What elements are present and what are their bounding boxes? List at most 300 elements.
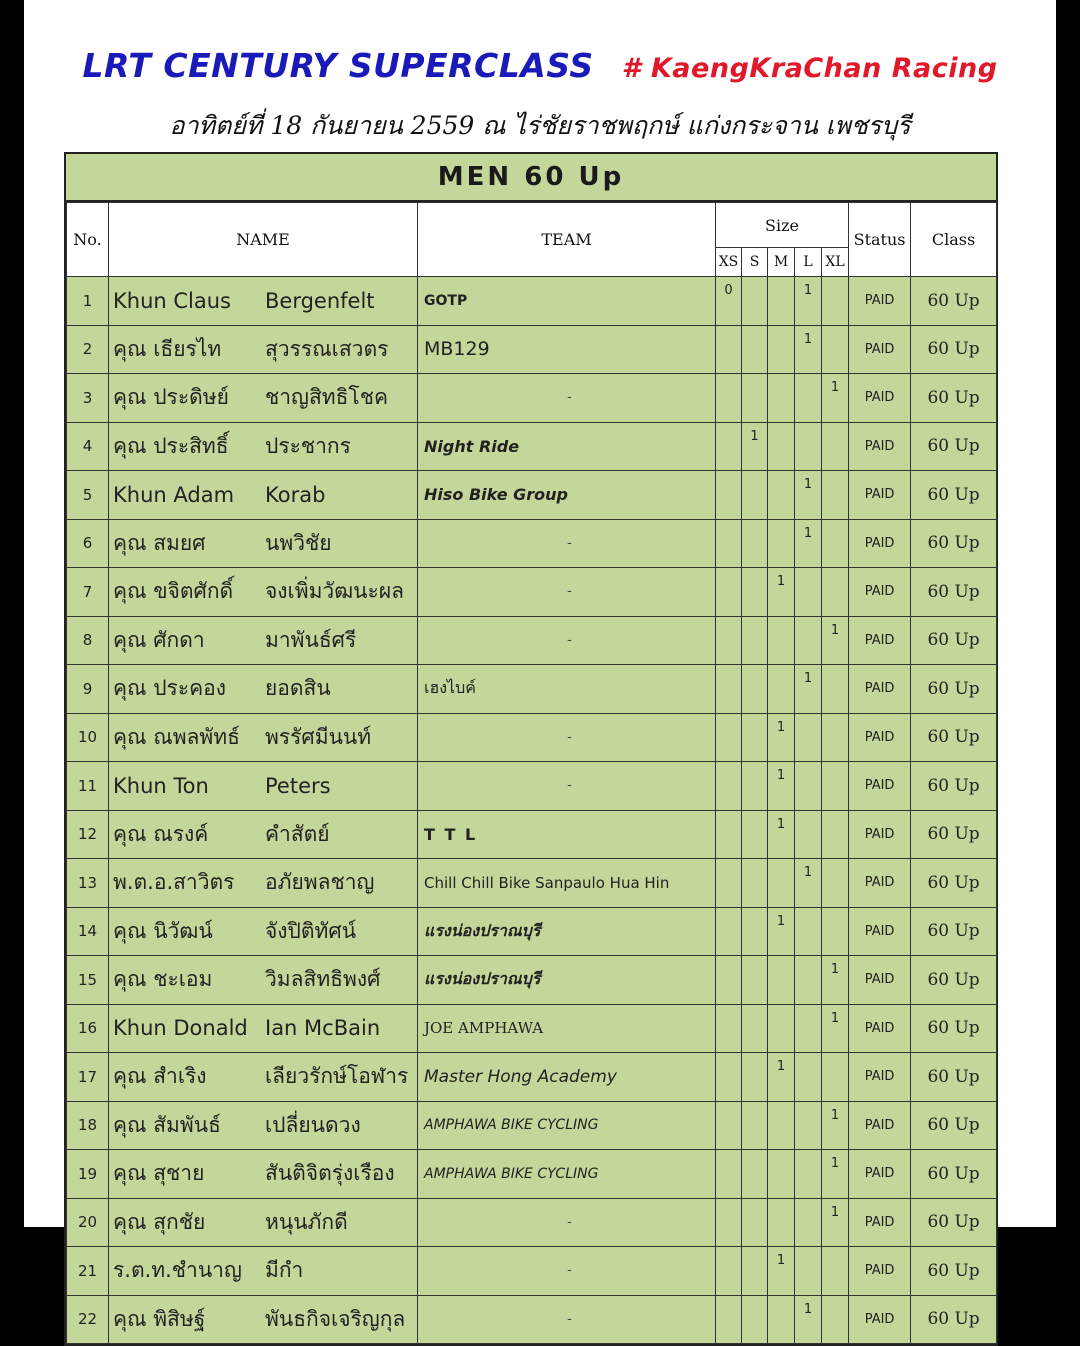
size-s-count <box>742 1004 768 1053</box>
rider-name <box>109 616 418 665</box>
first-name: คุณ ขจิตศักดิ์ <box>113 579 234 604</box>
first-name: Khun Adam <box>113 482 235 507</box>
size-xl-count <box>822 568 849 617</box>
team-name: Night Ride <box>418 422 716 471</box>
status-badge: PAID <box>849 471 911 520</box>
last-name: ชาญสิทธิโชค <box>265 385 388 410</box>
size-m-count: 1 <box>768 1053 795 1102</box>
class-label: 60 Up <box>911 762 997 811</box>
table-row <box>67 374 997 423</box>
size-l-count <box>795 713 822 762</box>
size-xs-count <box>716 422 742 471</box>
size-xs-count <box>716 471 742 520</box>
size-m-count: 1 <box>768 568 795 617</box>
size-l-count <box>795 762 822 811</box>
size-s-count <box>742 1053 768 1102</box>
rider-name <box>109 374 418 423</box>
table-row <box>67 616 997 665</box>
rider-name <box>109 422 418 471</box>
size-header-xs: XS <box>716 248 742 277</box>
size-xl-count <box>822 859 849 908</box>
size-l-count <box>795 1053 822 1102</box>
class-label: 60 Up <box>911 665 997 714</box>
size-s-count <box>742 907 768 956</box>
table-row <box>67 1053 997 1102</box>
team-name: - <box>418 1247 716 1296</box>
size-s-count <box>742 325 768 374</box>
size-l-count <box>795 616 822 665</box>
size-l-count <box>795 1004 822 1053</box>
status-badge: PAID <box>849 519 911 568</box>
size-l-count <box>795 422 822 471</box>
class-label: 60 Up <box>911 422 997 471</box>
size-xl-count <box>822 713 849 762</box>
size-xs-count <box>716 859 742 908</box>
table-row <box>67 471 997 520</box>
team-name: MB129 <box>418 325 716 374</box>
first-name: ร.ต.ท.ชำนาญ <box>113 1258 242 1283</box>
size-xl-count <box>822 1053 849 1102</box>
table-row <box>67 1004 997 1053</box>
first-name: คุณ นิวัฒน์ <box>113 918 213 943</box>
size-xl-count: 1 <box>822 374 849 423</box>
status-badge: PAID <box>849 810 911 859</box>
row-number: 9 <box>67 665 109 714</box>
registration-sheet <box>64 152 998 1346</box>
size-xl-count: 1 <box>822 1198 849 1247</box>
last-name: พรรัศมีนนท์ <box>265 724 372 749</box>
size-l-count <box>795 568 822 617</box>
class-label: 60 Up <box>911 471 997 520</box>
team-name: Master Hong Academy <box>418 1053 716 1102</box>
row-number: 5 <box>67 471 109 520</box>
last-name: สันติจิตรุ่งเรือง <box>265 1161 395 1186</box>
event-title: LRT CENTURY SUPERCLASS <box>82 46 594 85</box>
size-xs-count <box>716 568 742 617</box>
row-number: 14 <box>67 907 109 956</box>
size-l-count: 1 <box>795 277 822 326</box>
first-name: คุณ สัมพันธ์ <box>113 1112 221 1137</box>
size-header-xl: XL <box>822 248 849 277</box>
rider-name <box>109 907 418 956</box>
rider-name <box>109 519 418 568</box>
team-name: แรงน่องปราณบุรี <box>418 956 716 1005</box>
size-m-count <box>768 665 795 714</box>
row-number: 12 <box>67 810 109 859</box>
last-name: หนุนภักดี <box>265 1209 348 1234</box>
size-s-count <box>742 1150 768 1199</box>
team-name: - <box>418 568 716 617</box>
size-l-count: 1 <box>795 1295 822 1344</box>
team-name: AMPHAWA BIKE CYCLING <box>418 1150 716 1199</box>
first-name: คุณ ประสิทธิ์ <box>113 433 229 458</box>
size-s-count <box>742 616 768 665</box>
class-label: 60 Up <box>911 1198 997 1247</box>
rider-name <box>109 1198 418 1247</box>
last-name: มีกำ <box>265 1258 304 1283</box>
status-badge: PAID <box>849 762 911 811</box>
size-s-count <box>742 568 768 617</box>
first-name: คุณ ชะเอม <box>113 967 213 992</box>
size-xl-count <box>822 1295 849 1344</box>
last-name: นพวิชัย <box>265 530 332 555</box>
size-m-count: 1 <box>768 713 795 762</box>
size-s-count <box>742 1247 768 1296</box>
status-badge: PAID <box>849 1150 911 1199</box>
size-m-count <box>768 1004 795 1053</box>
size-l-count <box>795 907 822 956</box>
first-name: คุณ พิสิษฐ์ <box>113 1306 206 1331</box>
row-number: 16 <box>67 1004 109 1053</box>
size-m-count <box>768 422 795 471</box>
size-header-s: S <box>742 248 768 277</box>
table-row <box>67 1295 997 1344</box>
size-xs-count <box>716 762 742 811</box>
size-m-count <box>768 277 795 326</box>
size-s-count: 1 <box>742 422 768 471</box>
size-m-count <box>768 519 795 568</box>
status-badge: PAID <box>849 1295 911 1344</box>
size-xs-count <box>716 1101 742 1150</box>
table-row <box>67 1150 997 1199</box>
size-l-count <box>795 1198 822 1247</box>
status-badge: PAID <box>849 713 911 762</box>
table-row <box>67 519 997 568</box>
status-badge: PAID <box>849 1247 911 1296</box>
class-label: 60 Up <box>911 519 997 568</box>
class-label: 60 Up <box>911 1004 997 1053</box>
last-name: Peters <box>265 773 331 798</box>
size-xs-count <box>716 1053 742 1102</box>
brand-hashtag: # KaengKraChan Racing <box>621 53 998 84</box>
class-label: 60 Up <box>911 325 997 374</box>
size-s-count <box>742 374 768 423</box>
table-row <box>67 665 997 714</box>
table-row <box>67 859 997 908</box>
table-row <box>67 810 997 859</box>
rider-name <box>109 277 418 326</box>
row-number: 7 <box>67 568 109 617</box>
size-m-count <box>768 859 795 908</box>
size-xs-count <box>716 956 742 1005</box>
col-header-status: Status <box>849 203 911 277</box>
rider-name <box>109 1004 418 1053</box>
class-label: 60 Up <box>911 1053 997 1102</box>
size-xl-count <box>822 665 849 714</box>
class-label: 60 Up <box>911 616 997 665</box>
row-number: 2 <box>67 325 109 374</box>
table-row <box>67 1101 997 1150</box>
size-xl-count: 1 <box>822 1101 849 1150</box>
row-number: 1 <box>67 277 109 326</box>
size-l-count: 1 <box>795 859 822 908</box>
status-badge: PAID <box>849 325 911 374</box>
team-name: - <box>418 616 716 665</box>
size-xs-count: 0 <box>716 277 742 326</box>
size-header-m: M <box>768 248 795 277</box>
size-m-count <box>768 956 795 1005</box>
table-row <box>67 762 997 811</box>
first-name: คุณ ณรงค์ <box>113 821 209 846</box>
row-number: 8 <box>67 616 109 665</box>
last-name: Bergenfelt <box>265 288 375 313</box>
col-header-team: TEAM <box>418 203 716 277</box>
size-l-count <box>795 374 822 423</box>
col-header-class: Class <box>911 203 997 277</box>
size-xl-count <box>822 1247 849 1296</box>
row-number: 15 <box>67 956 109 1005</box>
document-title <box>24 46 1056 85</box>
rider-name <box>109 1150 418 1199</box>
size-s-count <box>742 859 768 908</box>
category-header: MEN 60 Up <box>66 154 996 202</box>
size-m-count <box>768 374 795 423</box>
first-name: คุณ ณพลพัทธ์ <box>113 724 240 749</box>
size-l-count: 1 <box>795 325 822 374</box>
last-name: สุวรรณเสวตร <box>265 336 389 361</box>
table-row <box>67 713 997 762</box>
class-label: 60 Up <box>911 1150 997 1199</box>
size-m-count: 1 <box>768 810 795 859</box>
class-label: 60 Up <box>911 1295 997 1344</box>
status-badge: PAID <box>849 1004 911 1053</box>
size-m-count <box>768 1198 795 1247</box>
row-number: 22 <box>67 1295 109 1344</box>
size-xl-count <box>822 810 849 859</box>
size-l-count: 1 <box>795 665 822 714</box>
status-badge: PAID <box>849 1101 911 1150</box>
table-row <box>67 1198 997 1247</box>
last-name: เปลี่ยนดวง <box>265 1112 361 1137</box>
size-s-count <box>742 810 768 859</box>
team-name: - <box>418 519 716 568</box>
size-xl-count <box>822 907 849 956</box>
status-badge: PAID <box>849 1198 911 1247</box>
size-m-count <box>768 616 795 665</box>
col-header-name: NAME <box>109 203 418 277</box>
row-number: 17 <box>67 1053 109 1102</box>
first-name: Khun Donald <box>113 1016 248 1041</box>
rider-name <box>109 665 418 714</box>
team-name: Hiso Bike Group <box>418 471 716 520</box>
size-s-count <box>742 277 768 326</box>
status-badge: PAID <box>849 1053 911 1102</box>
rider-name <box>109 325 418 374</box>
size-xs-count <box>716 713 742 762</box>
last-name: Korab <box>265 482 326 507</box>
status-badge: PAID <box>849 859 911 908</box>
row-number: 20 <box>67 1198 109 1247</box>
size-l-count <box>795 1247 822 1296</box>
team-name: - <box>418 1295 716 1344</box>
rider-table <box>66 202 997 1344</box>
size-xs-count <box>716 374 742 423</box>
size-xl-count: 1 <box>822 616 849 665</box>
size-m-count: 1 <box>768 907 795 956</box>
class-label: 60 Up <box>911 713 997 762</box>
size-s-count <box>742 1295 768 1344</box>
first-name: พ.ต.อ.สาวิตร <box>113 870 235 895</box>
size-s-count <box>742 956 768 1005</box>
event-date-location: อาทิตย์ที่ 18 กันยายน 2559 ณ ไร่ชัยราชพฤกษ์ แก่งกระจาน เพชรบุรี <box>169 111 911 140</box>
class-label: 60 Up <box>911 810 997 859</box>
team-name: Chill Chill Bike Sanpaulo Hua Hin <box>418 859 716 908</box>
size-m-count <box>768 471 795 520</box>
class-label: 60 Up <box>911 859 997 908</box>
size-s-count <box>742 1101 768 1150</box>
size-xl-count: 1 <box>822 956 849 1005</box>
size-xl-count <box>822 277 849 326</box>
size-l-count <box>795 1150 822 1199</box>
size-l-count: 1 <box>795 471 822 520</box>
size-xs-count <box>716 907 742 956</box>
last-name: เลียวรักษ์โอฬาร <box>265 1064 409 1089</box>
status-badge: PAID <box>849 277 911 326</box>
team-name: - <box>418 713 716 762</box>
size-xl-count <box>822 325 849 374</box>
rider-name <box>109 1247 418 1296</box>
last-name: คำสัตย์ <box>265 821 330 846</box>
class-label: 60 Up <box>911 907 997 956</box>
table-row <box>67 422 997 471</box>
team-name: - <box>418 374 716 423</box>
status-badge: PAID <box>849 907 911 956</box>
table-row <box>67 907 997 956</box>
rider-rows <box>67 277 997 1344</box>
row-number: 3 <box>67 374 109 423</box>
size-xl-count <box>822 519 849 568</box>
table-row <box>67 325 997 374</box>
first-name: คุณ ประคอง <box>113 676 227 701</box>
size-xl-count: 1 <box>822 1150 849 1199</box>
team-name: T T L <box>418 810 716 859</box>
size-xl-count <box>822 762 849 811</box>
table-row <box>67 1247 997 1296</box>
first-name: Khun Claus <box>113 288 231 313</box>
row-number: 4 <box>67 422 109 471</box>
size-l-count <box>795 810 822 859</box>
rider-name <box>109 1053 418 1102</box>
first-name: คุณ เธียรไท <box>113 336 222 361</box>
last-name: ประชากร <box>265 433 351 458</box>
first-name: คุณ สำเริง <box>113 1064 207 1089</box>
size-xs-count <box>716 665 742 714</box>
status-badge: PAID <box>849 422 911 471</box>
size-s-count <box>742 762 768 811</box>
row-number: 10 <box>67 713 109 762</box>
size-m-count <box>768 1295 795 1344</box>
team-name: - <box>418 762 716 811</box>
size-header-l: L <box>795 248 822 277</box>
size-l-count <box>795 956 822 1005</box>
status-badge: PAID <box>849 616 911 665</box>
last-name: จงเพิ่มวัฒนะผล <box>265 579 404 604</box>
class-label: 60 Up <box>911 1101 997 1150</box>
team-name: แรงน่องปราณบุรี <box>418 907 716 956</box>
size-xs-count <box>716 1004 742 1053</box>
table-row <box>67 277 997 326</box>
first-name: คุณ ศักดา <box>113 627 205 652</box>
size-m-count <box>768 1150 795 1199</box>
size-m-count: 1 <box>768 1247 795 1296</box>
size-xs-count <box>716 810 742 859</box>
last-name: Ian McBain <box>265 1016 381 1041</box>
size-l-count: 1 <box>795 519 822 568</box>
size-l-count <box>795 1101 822 1150</box>
last-name: อภัยพลชาญ <box>265 870 375 895</box>
class-label: 60 Up <box>911 568 997 617</box>
team-name: JOE AMPHAWA <box>418 1004 716 1053</box>
status-badge: PAID <box>849 568 911 617</box>
rider-name <box>109 762 418 811</box>
col-header-no: No. <box>67 203 109 277</box>
rider-name <box>109 568 418 617</box>
table-row <box>67 568 997 617</box>
row-number: 21 <box>67 1247 109 1296</box>
first-name: คุณ สุชาย <box>113 1161 205 1186</box>
size-xl-count <box>822 471 849 520</box>
row-number: 18 <box>67 1101 109 1150</box>
size-s-count <box>742 471 768 520</box>
size-xs-count <box>716 519 742 568</box>
row-number: 19 <box>67 1150 109 1199</box>
last-name: วิมลสิทธิพงศ์ <box>265 967 381 992</box>
class-label: 60 Up <box>911 277 997 326</box>
first-name: คุณ สมยศ <box>113 530 206 555</box>
team-name: GOTP <box>418 277 716 326</box>
rider-name <box>109 713 418 762</box>
rider-name <box>109 1295 418 1344</box>
row-number: 6 <box>67 519 109 568</box>
rider-name <box>109 956 418 1005</box>
size-m-count: 1 <box>768 762 795 811</box>
size-s-count <box>742 665 768 714</box>
rider-name <box>109 859 418 908</box>
row-number: 11 <box>67 762 109 811</box>
class-label: 60 Up <box>911 1247 997 1296</box>
rider-name <box>109 810 418 859</box>
class-label: 60 Up <box>911 374 997 423</box>
last-name: มาพันธ์ศรี <box>265 627 357 652</box>
size-s-count <box>742 713 768 762</box>
size-xl-count <box>822 422 849 471</box>
size-xs-count <box>716 616 742 665</box>
team-name: เฮงไบค์ <box>418 665 716 714</box>
status-badge: PAID <box>849 374 911 423</box>
rider-name <box>109 471 418 520</box>
table-row <box>67 956 997 1005</box>
last-name: ยอดสิน <box>265 676 331 701</box>
first-name: Khun Ton <box>113 773 209 798</box>
first-name: คุณ ประดิษย์ <box>113 385 229 410</box>
size-m-count <box>768 1101 795 1150</box>
team-name: - <box>418 1198 716 1247</box>
last-name: จังปิติทัศน์ <box>265 918 357 943</box>
col-header-size: Size <box>716 203 849 248</box>
class-label: 60 Up <box>911 956 997 1005</box>
size-xs-count <box>716 325 742 374</box>
size-s-count <box>742 519 768 568</box>
size-xs-count <box>716 1247 742 1296</box>
status-badge: PAID <box>849 665 911 714</box>
rider-name <box>109 1101 418 1150</box>
status-badge: PAID <box>849 956 911 1005</box>
size-m-count <box>768 325 795 374</box>
size-xs-count <box>716 1150 742 1199</box>
team-name: AMPHAWA BIKE CYCLING <box>418 1101 716 1150</box>
size-xl-count: 1 <box>822 1004 849 1053</box>
last-name: พันธกิจเจริญกุล <box>265 1306 406 1331</box>
